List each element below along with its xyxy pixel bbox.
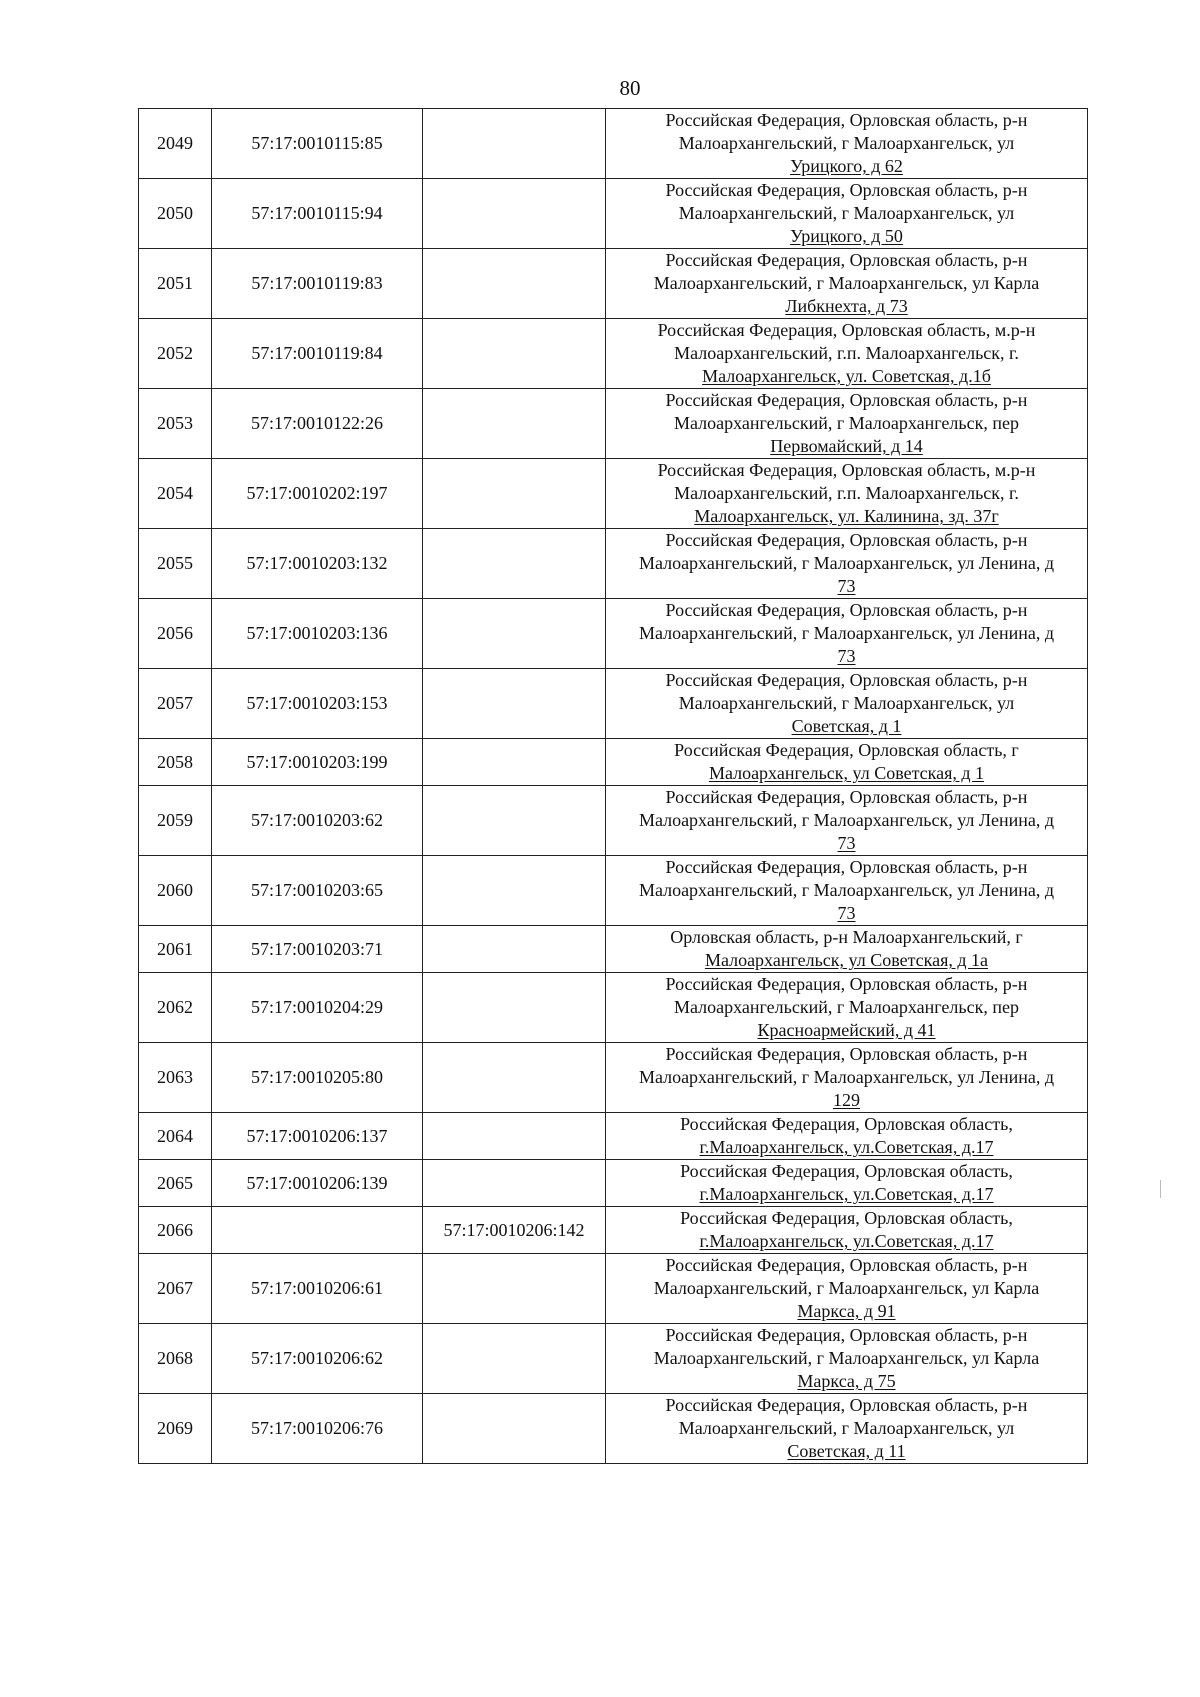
address-cell <box>606 669 1088 739</box>
address-line: Российская Федерация, Орловская область, м.р-н <box>657 460 1036 480</box>
cadastral-number-extra-cell <box>423 1113 606 1160</box>
table-row <box>139 179 1088 249</box>
address-cell <box>606 1254 1088 1324</box>
address-line: Малоархангельский, г Малоархангельск, ул <box>678 1418 1015 1438</box>
address-line: Урицкого, д 62 <box>790 156 903 176</box>
cadastral-number-cell: 57:17:0010204:29 <box>212 973 423 1043</box>
address-line: Малоархангельск, ул Советская, д 1 <box>708 763 985 783</box>
address-text <box>609 1324 1084 1393</box>
cadastral-number-cell: 57:17:0010203:199 <box>212 739 423 786</box>
address-line: г.Малоархангельск, ул.Советская, д.17 <box>699 1231 994 1251</box>
row-number-cell: 2059 <box>139 786 212 856</box>
address-line: Малоархангельский, г Малоархангельск, ул <box>678 203 1015 223</box>
table-row <box>139 109 1088 179</box>
cadastral-number-cell: 57:17:0010206:62 <box>212 1324 423 1394</box>
address-line: Малоархангельский, г.п. Малоархангельск, г. <box>674 483 1019 503</box>
address-cell <box>606 1324 1088 1394</box>
row-number-cell: 2064 <box>139 1113 212 1160</box>
address-line: Российская Федерация, Орловская область, р-н <box>665 110 1028 130</box>
row-number-cell: 2068 <box>139 1324 212 1394</box>
address-cell <box>606 856 1088 926</box>
cadastral-number-cell: 57:17:0010206:139 <box>212 1160 423 1207</box>
address-text <box>609 319 1084 388</box>
row-number-cell: 2052 <box>139 319 212 389</box>
address-text <box>609 1113 1084 1159</box>
address-line: Малоархангельский, г Малоархангельск, ул <box>678 693 1015 713</box>
address-line: Малоархангельский, г Малоархангельск, ул Карла <box>653 1278 1040 1298</box>
address-cell <box>606 786 1088 856</box>
address-line: Малоархангельский, г Малоархангельск, ул Карла <box>653 273 1040 293</box>
cadastral-number-extra-cell <box>423 739 606 786</box>
address-line: Малоархангельский, г Малоархангельск, пер <box>674 413 1019 433</box>
cadastral-number-extra-cell <box>423 856 606 926</box>
address-line: Российская Федерация, Орловская область, р-н <box>665 1325 1028 1345</box>
address-line: Малоархангельск, ул. Советская, д.1б <box>702 366 991 386</box>
address-line: Малоархангельский, г Малоархангельск, ул Ленина, д <box>638 810 1055 830</box>
row-number-cell: 2050 <box>139 179 212 249</box>
table-row <box>139 786 1088 856</box>
address-line: 73 <box>837 646 856 666</box>
table-row <box>139 669 1088 739</box>
address-line: г.Малоархангельск, ул.Советская, д.17 <box>699 1137 994 1157</box>
address-cell <box>606 179 1088 249</box>
cadastral-number-cell: 57:17:0010206:137 <box>212 1113 423 1160</box>
cadastral-number-extra-cell <box>423 926 606 973</box>
address-line: Первомайский, д 14 <box>770 436 923 456</box>
address-cell <box>606 109 1088 179</box>
cadastral-number-extra-cell <box>423 459 606 529</box>
address-cell <box>606 926 1088 973</box>
cadastral-number-extra-cell <box>423 973 606 1043</box>
address-line: Российская Федерация, Орловская область, р-н <box>665 530 1028 550</box>
address-text <box>609 856 1084 925</box>
table-row <box>139 856 1088 926</box>
address-cell <box>606 739 1088 786</box>
address-text <box>609 1254 1084 1323</box>
address-line: 73 <box>837 833 856 853</box>
table-row <box>139 249 1088 319</box>
address-cell <box>606 1043 1088 1113</box>
table-body <box>139 109 1088 1464</box>
address-text <box>609 926 1084 972</box>
address-cell <box>606 1394 1088 1464</box>
address-cell <box>606 249 1088 319</box>
cadastral-number-extra-cell <box>423 109 606 179</box>
table-row <box>139 973 1088 1043</box>
cadastral-number-extra-cell <box>423 179 606 249</box>
address-line: Российская Федерация, Орловская область, р-н <box>665 787 1028 807</box>
address-line: Российская Федерация, Орловская область, р-н <box>665 250 1028 270</box>
address-line: Малоархангельский, г Малоархангельск, ул Ленина, д <box>638 623 1055 643</box>
address-text <box>609 739 1084 785</box>
cadastral-number-cell <box>212 1207 423 1254</box>
cadastral-number-extra-cell <box>423 319 606 389</box>
row-number-cell: 2056 <box>139 599 212 669</box>
cadastral-number-cell: 57:17:0010203:62 <box>212 786 423 856</box>
table-row <box>139 1394 1088 1464</box>
row-number-cell: 2067 <box>139 1254 212 1324</box>
table-row <box>139 1160 1088 1207</box>
property-registry-table <box>138 108 1088 1464</box>
cadastral-number-cell: 57:17:0010115:94 <box>212 179 423 249</box>
address-text <box>609 973 1084 1042</box>
cadastral-number-cell: 57:17:0010203:65 <box>212 856 423 926</box>
address-line: Малоархангельск, ул Советская, д 1а <box>704 950 989 970</box>
table-row <box>139 319 1088 389</box>
address-line: Урицкого, д 50 <box>790 226 903 246</box>
address-line: г.Малоархангельск, ул.Советская, д.17 <box>699 1184 994 1204</box>
address-line: Российская Федерация, Орловская область, р-н <box>665 1044 1028 1064</box>
table-row <box>139 599 1088 669</box>
row-number-cell: 2061 <box>139 926 212 973</box>
address-line: Красноармейский, д 41 <box>757 1020 936 1040</box>
address-line: Российская Федерация, Орловская область, р-н <box>665 180 1028 200</box>
address-line: Советская, д 1 <box>791 716 902 736</box>
cadastral-number-cell: 57:17:0010203:71 <box>212 926 423 973</box>
cadastral-number-extra-cell <box>423 669 606 739</box>
address-text <box>609 249 1084 318</box>
address-cell <box>606 389 1088 459</box>
cadastral-number-extra-cell: 57:17:0010206:142 <box>423 1207 606 1254</box>
address-line: Малоархангельск, ул. Калинина, зд. 37г <box>694 506 999 526</box>
address-line: Маркса, д 75 <box>797 1371 896 1391</box>
address-text <box>609 179 1084 248</box>
address-text <box>609 1043 1084 1112</box>
address-line: Малоархангельский, г Малоархангельск, ул Карла <box>653 1348 1040 1368</box>
cadastral-number-cell: 57:17:0010122:26 <box>212 389 423 459</box>
address-cell <box>606 319 1088 389</box>
table-row <box>139 926 1088 973</box>
cadastral-number-cell: 57:17:0010203:153 <box>212 669 423 739</box>
address-cell <box>606 459 1088 529</box>
address-line: 73 <box>837 903 856 923</box>
page-number: 80 <box>619 76 641 100</box>
address-line: Российская Федерация, Орловская область, <box>680 1161 1013 1181</box>
address-cell <box>606 1113 1088 1160</box>
address-line: Российская Федерация, Орловская область, г <box>674 740 1019 760</box>
address-text <box>609 1160 1084 1206</box>
cadastral-number-extra-cell <box>423 529 606 599</box>
address-line: Маркса, д 91 <box>797 1301 896 1321</box>
address-line: Российская Федерация, Орловская область, р-н <box>665 974 1028 994</box>
address-line: Орловская область, р-н Малоархангельский, г <box>670 927 1023 947</box>
cadastral-number-cell: 57:17:0010206:61 <box>212 1254 423 1324</box>
address-text <box>609 1394 1084 1463</box>
cadastral-number-extra-cell <box>423 389 606 459</box>
address-line: Российская Федерация, Орловская область, <box>680 1208 1013 1228</box>
table-row <box>139 1113 1088 1160</box>
address-text <box>609 669 1084 738</box>
address-line: Российская Федерация, Орловская область, р-н <box>665 1255 1028 1275</box>
cadastral-number-cell: 57:17:0010205:80 <box>212 1043 423 1113</box>
row-number-cell: 2049 <box>139 109 212 179</box>
row-number-cell: 2065 <box>139 1160 212 1207</box>
address-text <box>609 786 1084 855</box>
cadastral-number-cell: 57:17:0010115:85 <box>212 109 423 179</box>
row-number-cell: 2066 <box>139 1207 212 1254</box>
row-number-cell: 2057 <box>139 669 212 739</box>
table-row <box>139 459 1088 529</box>
cadastral-number-extra-cell <box>423 249 606 319</box>
row-number-cell: 2055 <box>139 529 212 599</box>
row-number-cell: 2062 <box>139 973 212 1043</box>
cadastral-number-extra-cell <box>423 1160 606 1207</box>
table-row <box>139 1207 1088 1254</box>
cadastral-number-extra-cell <box>423 1043 606 1113</box>
address-cell <box>606 1160 1088 1207</box>
address-cell <box>606 529 1088 599</box>
cadastral-number-cell: 57:17:0010203:132 <box>212 529 423 599</box>
row-number-cell: 2053 <box>139 389 212 459</box>
table-row <box>139 1043 1088 1113</box>
cadastral-number-extra-cell <box>423 1324 606 1394</box>
cadastral-number-extra-cell <box>423 1254 606 1324</box>
address-line: Малоархангельский, г.п. Малоархангельск, г. <box>674 343 1019 363</box>
cadastral-number-cell: 57:17:0010119:84 <box>212 319 423 389</box>
address-line: Советская, д 11 <box>787 1441 906 1461</box>
table-row <box>139 739 1088 786</box>
address-line: Российская Федерация, Орловская область, р-н <box>665 1395 1028 1415</box>
address-line: Российская Федерация, Орловская область, р-н <box>665 670 1028 690</box>
cadastral-number-cell: 57:17:0010119:83 <box>212 249 423 319</box>
cadastral-number-cell: 57:17:0010202:197 <box>212 459 423 529</box>
cadastral-number-extra-cell <box>423 599 606 669</box>
address-text <box>609 1207 1084 1253</box>
address-line: Либкнехта, д 73 <box>785 296 908 316</box>
address-cell <box>606 973 1088 1043</box>
address-line: Российская Федерация, Орловская область, р-н <box>665 600 1028 620</box>
address-line: Малоархангельский, г Малоархангельск, ул Ленина, д <box>638 553 1055 573</box>
address-line: 73 <box>837 576 856 596</box>
cadastral-number-cell: 57:17:0010206:76 <box>212 1394 423 1464</box>
address-line: Малоархангельский, г Малоархангельск, ул <box>678 133 1015 153</box>
address-line: Российская Федерация, Орловская область, м.р-н <box>657 320 1036 340</box>
address-line: Российская Федерация, Орловская область, р-н <box>665 390 1028 410</box>
address-cell <box>606 599 1088 669</box>
address-line: Малоархангельский, г Малоархангельск, пер <box>674 997 1019 1017</box>
address-line: Малоархангельский, г Малоархангельск, ул Ленина, д <box>638 1067 1055 1087</box>
address-cell <box>606 1207 1088 1254</box>
address-text <box>609 109 1084 178</box>
address-line: Российская Федерация, Орловская область, р-н <box>665 857 1028 877</box>
address-text <box>609 599 1084 668</box>
cadastral-number-extra-cell <box>423 786 606 856</box>
address-text <box>609 459 1084 528</box>
row-number-cell: 2054 <box>139 459 212 529</box>
address-line: Российская Федерация, Орловская область, <box>680 1114 1013 1134</box>
cadastral-number-cell: 57:17:0010203:136 <box>212 599 423 669</box>
table-row <box>139 1254 1088 1324</box>
row-number-cell: 2058 <box>139 739 212 786</box>
row-number-cell: 2051 <box>139 249 212 319</box>
margin-mark <box>1160 1180 1161 1198</box>
address-line: 129 <box>833 1090 860 1110</box>
address-line: Малоархангельский, г Малоархангельск, ул Ленина, д <box>638 880 1055 900</box>
table-row <box>139 389 1088 459</box>
address-text <box>609 389 1084 458</box>
address-text <box>609 529 1084 598</box>
cadastral-number-extra-cell <box>423 1394 606 1464</box>
row-number-cell: 2069 <box>139 1394 212 1464</box>
row-number-cell: 2060 <box>139 856 212 926</box>
table-row <box>139 529 1088 599</box>
table-row <box>139 1324 1088 1394</box>
row-number-cell: 2063 <box>139 1043 212 1113</box>
